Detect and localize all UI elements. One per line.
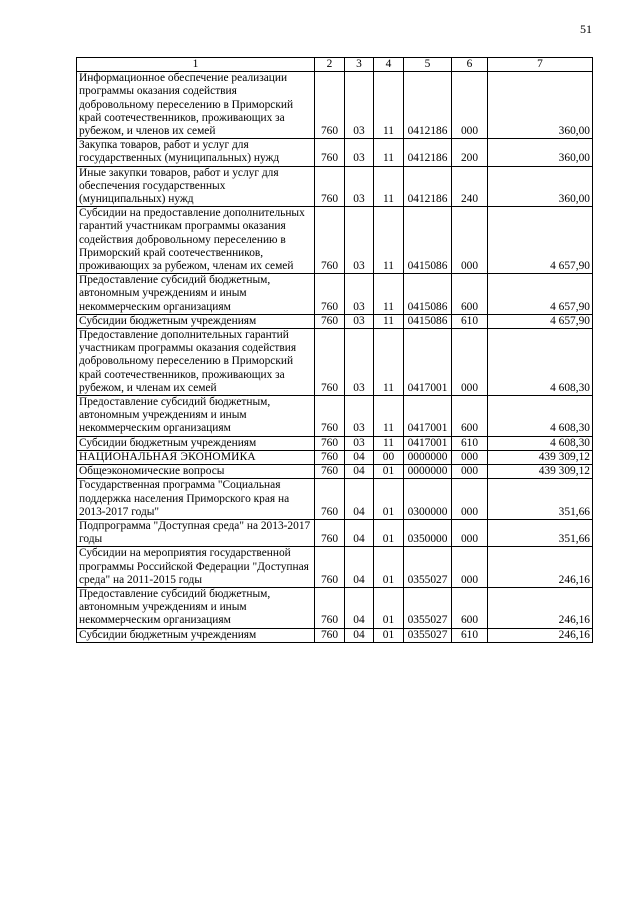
row-expense-type: 000 [452, 329, 488, 396]
row-section-code: 03 [345, 207, 374, 274]
row-target-article: 0000000 [404, 465, 452, 479]
row-section-code: 03 [345, 396, 374, 437]
row-amount: 439 309,12 [488, 450, 593, 464]
row-name: Общеэкономические вопросы [77, 465, 315, 479]
row-section-code: 04 [345, 587, 374, 628]
row-target-article: 0350000 [404, 519, 452, 546]
row-target-article: 0412186 [404, 72, 452, 139]
row-target-article: 0417001 [404, 329, 452, 396]
table-row [77, 274, 593, 315]
row-name: Информационное обеспечение реализации программы оказания содействия добровольному переселению в Приморский край соотечественников, проживающих за рубежом, и членов их семей [77, 72, 315, 139]
row-expense-type: 610 [452, 436, 488, 450]
row-section-code: 04 [345, 450, 374, 464]
table-row [77, 587, 593, 628]
row-amount: 351,66 [488, 479, 593, 520]
row-name: Субсидии на предоставление дополнительных гарантий участникам программы оказания содействия добровольному переселению в Приморский край соотечественников, проживающих за рубежом, членам их семей [77, 207, 315, 274]
row-section-code: 04 [345, 547, 374, 588]
row-name: Предоставление субсидий бюджетным, автономным учреждениям и иным некоммерческим организациям [77, 274, 315, 315]
row-expense-type: 200 [452, 139, 488, 166]
row-subsection-code: 11 [374, 436, 404, 450]
column-header-5: 5 [404, 58, 452, 72]
table-row [77, 329, 593, 396]
row-amount: 4 657,90 [488, 274, 593, 315]
row-amount: 360,00 [488, 139, 593, 166]
row-target-article: 0355027 [404, 587, 452, 628]
row-subsection-code: 01 [374, 465, 404, 479]
row-subsection-code: 11 [374, 314, 404, 328]
row-amount: 4 608,30 [488, 436, 593, 450]
row-section-code: 03 [345, 72, 374, 139]
row-ministry-code: 760 [315, 628, 345, 642]
row-amount: 246,16 [488, 587, 593, 628]
row-amount: 4 657,90 [488, 207, 593, 274]
row-subsection-code: 01 [374, 587, 404, 628]
row-name: Субсидии на мероприятия государственной программы Российской Федерации "Доступная среда" на 2011-2015 годы [77, 547, 315, 588]
row-expense-type: 600 [452, 274, 488, 315]
table-header-row [77, 58, 593, 72]
row-amount: 360,00 [488, 166, 593, 207]
row-expense-type: 000 [452, 547, 488, 588]
row-target-article: 0415086 [404, 207, 452, 274]
row-section-code: 03 [345, 166, 374, 207]
row-target-article: 0355027 [404, 547, 452, 588]
row-target-article: 0412186 [404, 139, 452, 166]
row-target-article: 0000000 [404, 450, 452, 464]
row-subsection-code: 11 [374, 166, 404, 207]
page-number: 51 [580, 22, 592, 36]
row-expense-type: 000 [452, 479, 488, 520]
row-ministry-code: 760 [315, 139, 345, 166]
row-name: Предоставление дополнительных гарантий участникам программы оказания содействия добровольному переселению в Приморский край соотечественников, проживающих за рубежом, и членам их семей [77, 329, 315, 396]
row-section-code: 04 [345, 519, 374, 546]
table-row [77, 450, 593, 464]
row-subsection-code: 11 [374, 396, 404, 437]
column-header-3: 3 [345, 58, 374, 72]
row-ministry-code: 760 [315, 479, 345, 520]
row-name: НАЦИОНАЛЬНАЯ ЭКОНОМИКА [77, 450, 315, 464]
row-amount: 4 608,30 [488, 329, 593, 396]
column-header-6: 6 [452, 58, 488, 72]
row-subsection-code: 11 [374, 139, 404, 166]
row-expense-type: 240 [452, 166, 488, 207]
row-ministry-code: 760 [315, 519, 345, 546]
column-header-4: 4 [374, 58, 404, 72]
table-row [77, 465, 593, 479]
row-ministry-code: 760 [315, 396, 345, 437]
row-ministry-code: 760 [315, 547, 345, 588]
row-subsection-code: 11 [374, 72, 404, 139]
row-ministry-code: 760 [315, 274, 345, 315]
row-expense-type: 000 [452, 207, 488, 274]
row-name: Субсидии бюджетным учреждениям [77, 314, 315, 328]
row-section-code: 03 [345, 436, 374, 450]
row-expense-type: 600 [452, 587, 488, 628]
row-ministry-code: 760 [315, 436, 345, 450]
row-ministry-code: 760 [315, 329, 345, 396]
row-amount: 439 309,12 [488, 465, 593, 479]
row-target-article: 0412186 [404, 166, 452, 207]
row-subsection-code: 11 [374, 274, 404, 315]
row-subsection-code: 11 [374, 207, 404, 274]
row-amount: 4 657,90 [488, 314, 593, 328]
row-target-article: 0300000 [404, 479, 452, 520]
row-expense-type: 000 [452, 519, 488, 546]
column-header-7: 7 [488, 58, 593, 72]
table-row [77, 314, 593, 328]
row-ministry-code: 760 [315, 72, 345, 139]
row-subsection-code: 01 [374, 519, 404, 546]
row-subsection-code: 00 [374, 450, 404, 464]
row-name: Государственная программа "Социальная поддержка населения Приморского края на 2013-2017 годы" [77, 479, 315, 520]
table-row [77, 72, 593, 139]
row-ministry-code: 760 [315, 587, 345, 628]
row-amount: 246,16 [488, 628, 593, 642]
row-ministry-code: 760 [315, 207, 345, 274]
row-expense-type: 600 [452, 396, 488, 437]
row-section-code: 04 [345, 479, 374, 520]
row-section-code: 04 [345, 465, 374, 479]
table-row [77, 479, 593, 520]
row-name: Предоставление субсидий бюджетным, автономным учреждениям и иным некоммерческим организациям [77, 587, 315, 628]
budget-table [76, 57, 593, 643]
row-name: Субсидии бюджетным учреждениям [77, 436, 315, 450]
row-amount: 246,16 [488, 547, 593, 588]
row-amount: 360,00 [488, 72, 593, 139]
column-header-1: 1 [77, 58, 315, 72]
row-section-code: 03 [345, 314, 374, 328]
row-name: Иные закупки товаров, работ и услуг для обеспечения государственных (муниципальных) нужд [77, 166, 315, 207]
table-row [77, 519, 593, 546]
row-target-article: 0415086 [404, 274, 452, 315]
row-ministry-code: 760 [315, 166, 345, 207]
table-row [77, 628, 593, 642]
row-section-code: 03 [345, 274, 374, 315]
table-row [77, 396, 593, 437]
table-row [77, 436, 593, 450]
row-target-article: 0417001 [404, 396, 452, 437]
row-name: Субсидии бюджетным учреждениям [77, 628, 315, 642]
table-row [77, 547, 593, 588]
row-target-article: 0355027 [404, 628, 452, 642]
row-subsection-code: 01 [374, 547, 404, 588]
row-ministry-code: 760 [315, 450, 345, 464]
table-row [77, 166, 593, 207]
row-subsection-code: 01 [374, 479, 404, 520]
table-row [77, 139, 593, 166]
row-ministry-code: 760 [315, 314, 345, 328]
row-section-code: 03 [345, 329, 374, 396]
row-expense-type: 000 [452, 450, 488, 464]
row-amount: 4 608,30 [488, 396, 593, 437]
row-section-code: 03 [345, 139, 374, 166]
row-name: Закупка товаров, работ и услуг для государственных (муниципальных) нужд [77, 139, 315, 166]
column-header-2: 2 [315, 58, 345, 72]
row-expense-type: 000 [452, 465, 488, 479]
row-subsection-code: 01 [374, 628, 404, 642]
row-amount: 351,66 [488, 519, 593, 546]
row-subsection-code: 11 [374, 329, 404, 396]
row-target-article: 0415086 [404, 314, 452, 328]
row-target-article: 0417001 [404, 436, 452, 450]
row-expense-type: 000 [452, 72, 488, 139]
row-name: Предоставление субсидий бюджетным, автономным учреждениям и иным некоммерческим организациям [77, 396, 315, 437]
table-row [77, 207, 593, 274]
row-section-code: 04 [345, 628, 374, 642]
row-name: Подпрограмма "Доступная среда" на 2013-2017 годы [77, 519, 315, 546]
row-expense-type: 610 [452, 314, 488, 328]
row-expense-type: 610 [452, 628, 488, 642]
row-ministry-code: 760 [315, 465, 345, 479]
